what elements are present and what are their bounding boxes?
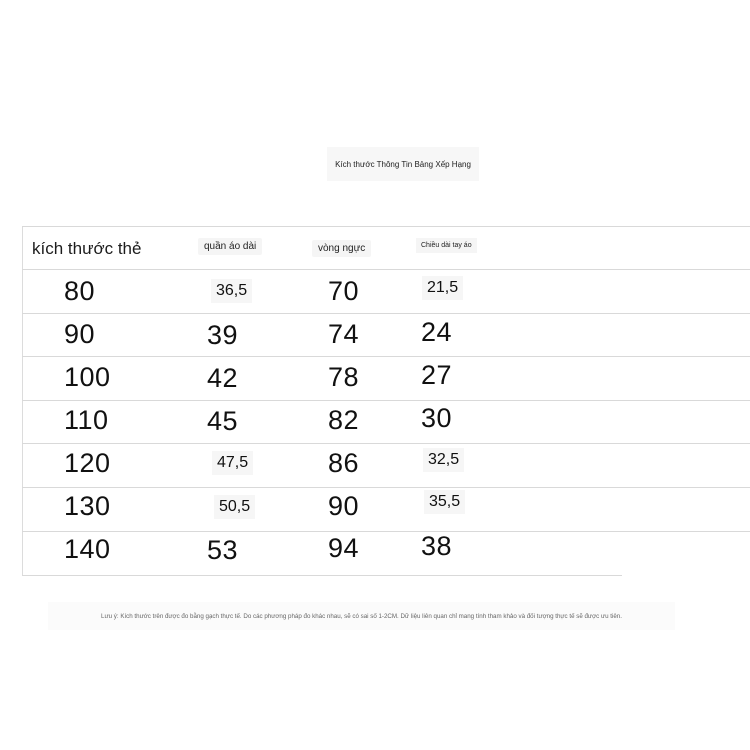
cell-length: 47,5	[212, 451, 253, 475]
cell-size: 80	[64, 276, 96, 306]
cell-sleeve: 38	[421, 531, 453, 561]
cell-chest: 78	[328, 362, 360, 392]
row-divider	[22, 400, 750, 401]
row-divider	[22, 487, 750, 488]
cell-size: 120	[64, 448, 111, 478]
table-border-top	[22, 226, 750, 227]
cell-size: 100	[64, 362, 111, 392]
cell-length: 50,5	[214, 495, 255, 519]
header-chest: vòng ngực	[312, 240, 371, 257]
cell-size: 130	[64, 491, 111, 521]
cell-sleeve: 32,5	[423, 448, 464, 472]
cell-chest: 74	[328, 319, 360, 349]
row-divider	[22, 531, 750, 532]
cell-size: 140	[64, 534, 111, 564]
cell-chest: 70	[328, 276, 360, 306]
row-divider	[22, 443, 750, 444]
disclaimer-note: Lưu ý: Kích thước trên được đo bằng gạch thực tế. Do các phương pháp đo khác nhau, sẽ có sai số 1-2CM. Dữ liệu liên quan chỉ mang tính tham khảo và đối tượng thực tế sẽ được ưu tiên.	[101, 612, 622, 620]
cell-length: 42	[207, 363, 239, 393]
header-sleeve: Chiều dài tay áo	[416, 238, 477, 253]
header-size: kích thước thẻ	[32, 239, 142, 258]
cell-sleeve: 30	[421, 403, 453, 433]
cell-sleeve: 21,5	[422, 276, 463, 300]
cell-sleeve: 24	[421, 317, 453, 347]
cell-size: 110	[64, 405, 109, 435]
cell-length: 36,5	[211, 279, 252, 303]
table-border-bottom	[22, 575, 622, 576]
row-divider	[22, 269, 750, 270]
cell-chest: 90	[328, 491, 360, 521]
cell-chest: 94	[328, 533, 360, 563]
disclaimer-box	[48, 602, 675, 630]
cell-chest: 82	[328, 405, 360, 435]
size-table	[22, 226, 750, 576]
cell-sleeve: 35,5	[424, 490, 465, 514]
page-title: Kích thước Thông Tin Bảng Xếp Hạng	[335, 159, 471, 169]
header-length: quần áo dài	[198, 238, 262, 255]
row-divider	[22, 356, 750, 357]
table-border-left	[22, 226, 23, 576]
cell-length: 39	[207, 320, 239, 350]
cell-length: 45	[207, 406, 239, 436]
cell-chest: 86	[328, 448, 360, 478]
cell-size: 90	[64, 319, 96, 349]
cell-sleeve: 27	[421, 360, 453, 390]
row-divider	[22, 313, 750, 314]
page-title-box	[327, 147, 479, 181]
cell-length: 53	[207, 535, 239, 565]
